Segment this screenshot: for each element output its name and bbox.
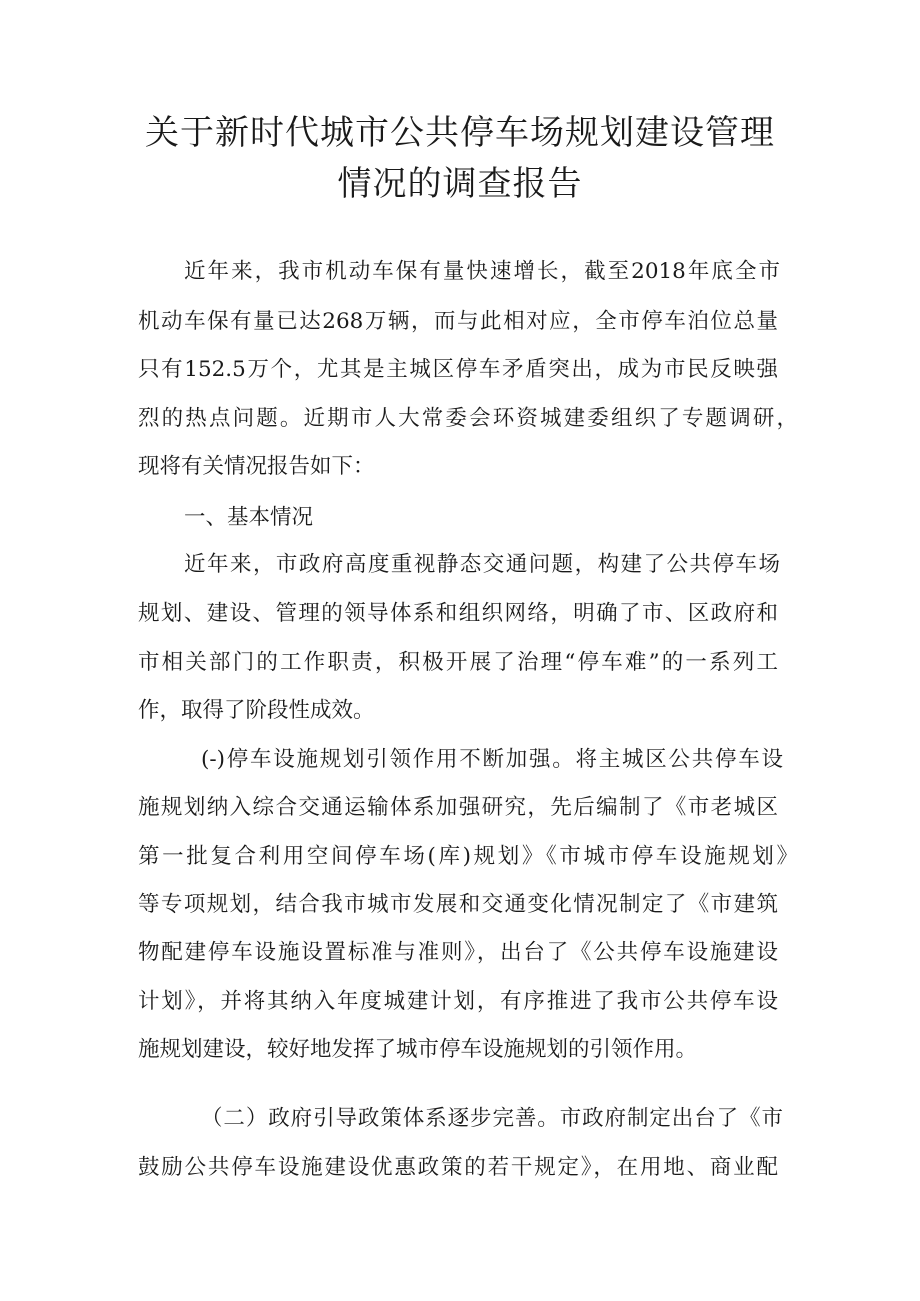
title-line-2: 情况的调查报告 (337, 164, 583, 204)
paragraph-line: （二）政府引导政策体系逐步完善。市政府制定出台了《市 (201, 1106, 783, 1131)
paragraph-line: 机动车保有量已达268万辆，而与此相对应，全市停车泊位总量 (138, 309, 778, 334)
paragraph-line: 近年来，我市机动车保有量快速增长，截至2018年底全市 (184, 259, 780, 284)
paragraph-line: 物配建停车设施设置标准与准则》，出台了《公共停车设施建设 (138, 940, 778, 965)
paragraph-line: 作，取得了阶段性成效。 (138, 698, 375, 723)
paragraph-line: 近年来，市政府高度重视静态交通问题，构建了公共停车场 (184, 552, 780, 577)
title-line-1: 关于新时代城市公共停车场规划建设管理 (145, 113, 775, 153)
paragraph-line: (-)停车设施规划引领作用不断加强。将主城区公共停车设 (201, 747, 783, 772)
paragraph-line: 施规划建设，较好地发挥了城市停车设施规划的引领作用。 (138, 1037, 698, 1062)
paragraph-line: 第一批复合利用空间停车场(库)规划》《市城市停车设施规划》 (138, 844, 798, 869)
paragraph-line: 规划、建设、管理的领导体系和组织网络，明确了市、区政府和 (138, 601, 778, 626)
paragraph-line: 计划》，并将其纳入年度城建计划，有序推进了我市公共停车设 (138, 989, 778, 1014)
section-heading: 一、基本情况 (184, 505, 314, 530)
paragraph-line: 烈的热点问题。近期市人大常委会环资城建委组织了专题调研， (138, 406, 798, 431)
paragraph-line: 市相关部门的工作职责，积极开展了治理“停车难”的一系列工 (138, 650, 778, 675)
paragraph-line: 现将有关情况报告如下： (138, 454, 375, 479)
paragraph-line: 施规划纳入综合交通运输体系加强研究，先后编制了《市老城区 (138, 795, 778, 820)
paragraph-line: 只有152.5万个，尤其是主城区停车矛盾突出，成为市民反映强 (138, 357, 778, 382)
paragraph-line: 鼓励公共停车设施建设优惠政策的若干规定》，在用地、商业配 (138, 1155, 778, 1180)
paragraph-line: 等专项规划，结合我市城市发展和交通变化情况制定了《市建筑 (138, 892, 778, 917)
